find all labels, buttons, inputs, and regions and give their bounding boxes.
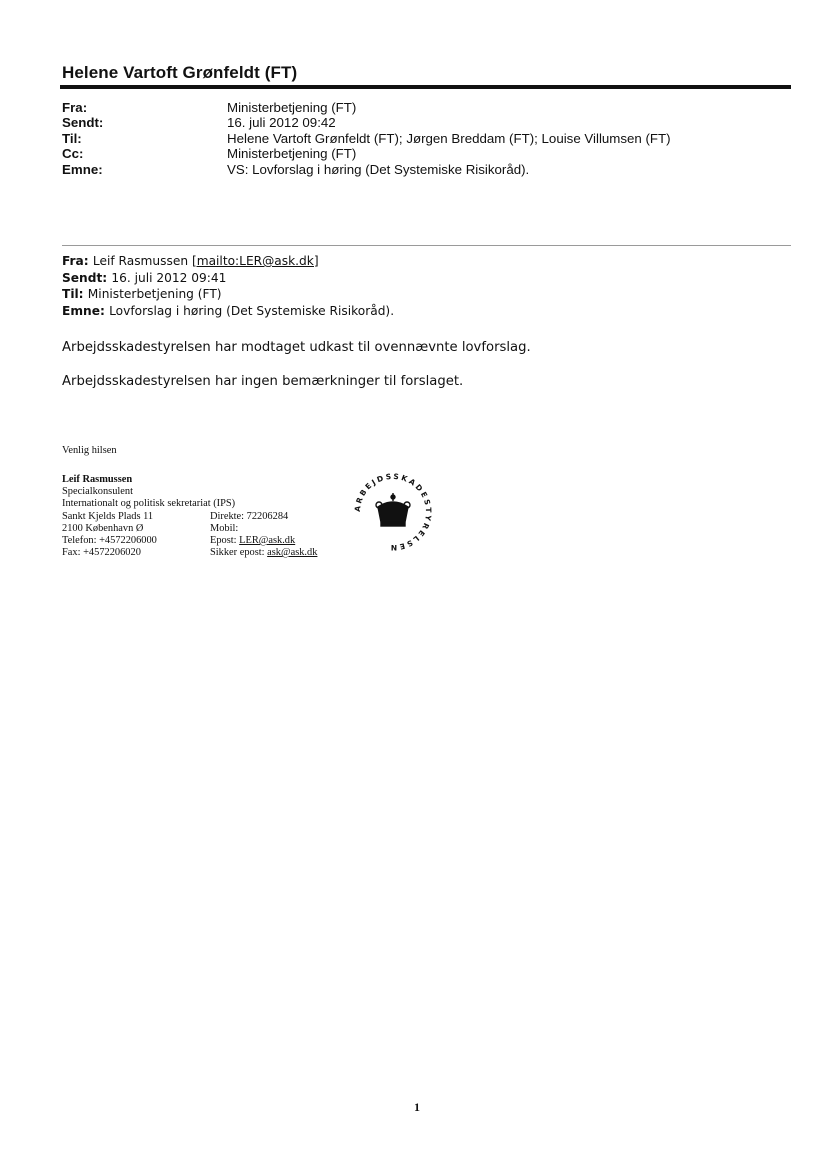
signature-row [62,547,317,559]
body-paragraph: Arbejdsskadestyrelsen har ingen bemærkninger til forslaget. [62,374,464,389]
signature-department: Internationalt og politisk sekretariat (IPS) [62,498,236,510]
body-paragraph: Arbejdsskadestyrelsen har modtaget udkast til ovennævnte lovforslag. [62,340,531,355]
signature-secure-link[interactable]: ask@ask.dk [267,547,318,559]
document-title: Helene Vartoft Grønfeldt (FT) [62,63,298,82]
header-row-sent [62,115,671,130]
signature-phone: Telefon: +4572206000 [62,534,157,546]
email-header [62,100,671,177]
header-value: Ministerbetjening (FT) [227,100,357,115]
signature-address: Sankt Kjelds Plads 11 [62,510,154,522]
greeting: Venlig hilsen [62,445,117,456]
seal-text: ARBEJDSSKADESTYRELSEN [352,471,434,553]
signature-row [62,511,317,523]
signature-name: Leif Rasmussen [62,474,133,485]
forwarded-subject-label: Emne: [62,303,110,318]
forwarded-to-value: Ministerbetjening (FT) [87,287,222,301]
forwarded-to-row [62,286,394,303]
forwarded-from-row [62,253,394,270]
crown-seal-logo [348,467,438,557]
header-value: Ministerbetjening (FT) [227,146,357,162]
header-label: Fra: [62,100,88,115]
header-row-from [62,100,671,115]
signature-row [62,535,317,547]
forwarded-sent-value: 16. juli 2012 09:41 [111,270,227,285]
message-body [62,340,531,408]
signature-secure-label: Sikker epost: [210,547,268,559]
signature-direct: Direkte: 72206284 [210,510,289,522]
forwarded-subject-value: Lovforslag i høring (Det Systemiske Risikoråd). [109,303,395,318]
header-row-to [62,131,671,146]
header-label: Sendt: [62,115,104,131]
forwarded-sent-label: Sendt: [62,270,112,285]
mailto-link[interactable]: [mailto:LER@ask.dk] [191,254,319,268]
header-label: Til: [62,130,82,146]
header-row-subject [62,162,671,177]
signature-block [62,474,317,559]
signature-email-link[interactable]: LER@ask.dk [239,534,296,546]
crown-icon [376,493,410,526]
page-number: 1 [414,1100,420,1114]
forwarded-header [62,253,394,319]
signature-row [62,474,317,486]
title-rule [60,85,791,89]
signature-row [62,523,317,535]
forward-divider [62,245,791,246]
signature-row [62,486,317,498]
header-value: 16. juli 2012 09:42 [227,115,336,131]
header-label: Cc: [62,146,84,162]
header-label: Emne: [62,161,103,177]
forwarded-from-name: Leif Rasmussen [92,254,192,268]
forwarded-subject-row [62,303,394,320]
signature-row [62,498,317,510]
forwarded-to-label: Til: [62,287,88,301]
signature-position: Specialkonsulent [62,486,133,498]
signature-fax: Fax: +4572206020 [62,547,141,559]
forwarded-from-label: Fra: [62,254,93,268]
header-row-cc [62,146,671,161]
header-value: Helene Vartoft Grønfeldt (FT); Jørgen Breddam (FT); Louise Villumsen (FT) [227,130,671,146]
signature-city: 2100 København Ø [62,522,144,534]
signature-email-label: Epost: [210,534,240,546]
forwarded-sent-row [62,270,394,287]
header-value: VS: Lovforslag i høring (Det Systemiske Risikoråd). [227,161,530,177]
signature-mobile: Mobil: [210,522,239,534]
